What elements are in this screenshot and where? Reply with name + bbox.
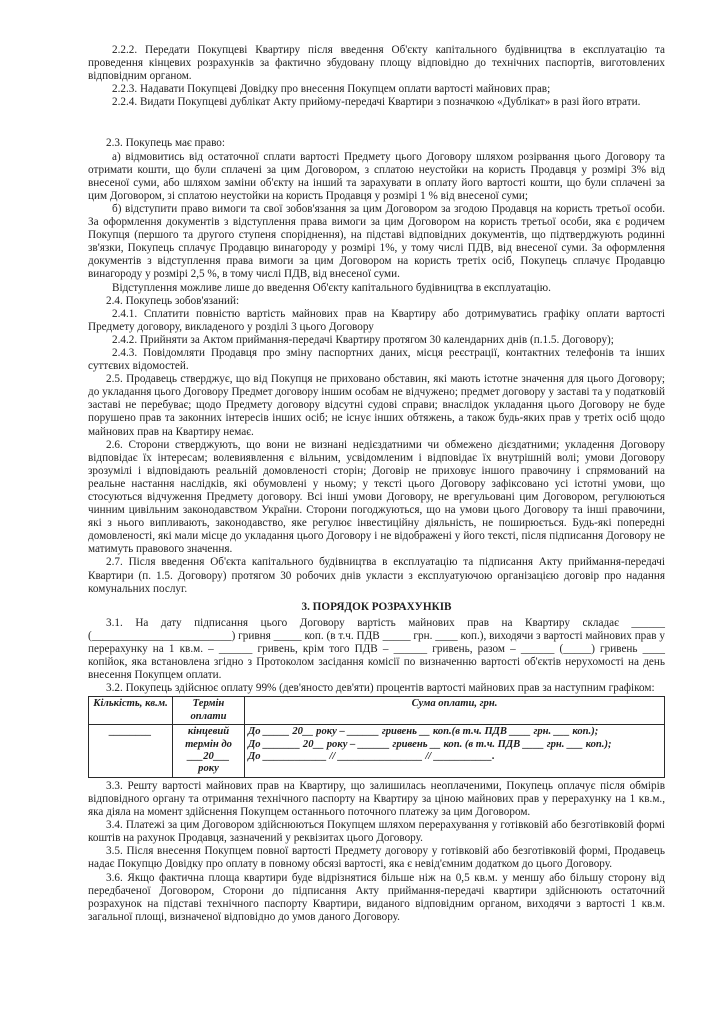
cell-term: кінцевий термін до ___20___ року (173, 725, 245, 778)
clause-3-5: 3.5. Після внесення Покупцем повної вартості Предмету договору у готівковій або безготівковій формі, Продавець надає Покупцю Довідку про оплату в повному обсязі вартості, яка є невід'ємним додатком до цього Договору. (88, 845, 665, 871)
clause-2-2-2: 2.2.2. Передати Покупцеві Квартиру після введення Об'єкту капітального будівництва в експлуатацію та проведення кінцевих розрахунків за фактично збудовану площу відповідно до технічних паспортів, виготовлених відповідним органом. (88, 44, 665, 83)
header-sum: Сума оплати, грн. (245, 697, 665, 725)
clause-3-2: 3.2. Покупець здійснює оплату 99% (дев'яносто дев'яти) процентів вартості майнових прав за наступним графіком: (106, 682, 655, 695)
clause-2-2-4: 2.2.4. Видати Покупцеві дублікат Акту прийому-передачі Квартири з позначкою «Дублікат» в разі його втрати. (112, 96, 641, 109)
table-header-row (89, 697, 665, 725)
clause-2-4-1: 2.4.1. Сплатити повністю вартість майнових прав на Квартиру або дотримуватись графіку оплати вартості Предмету договору, викладеного у розділі 3 цього Договору (88, 307, 665, 333)
clause-2-6: 2.6. Сторони стверджують, що вони не визнані недієздатними чи обмежено дієздатними; укладення Договору відповідає їх інтересам; волевиявлення є вільним, усвідомленим і відповідає їх внутрішній волі; умови Договору зрозумілі і відповідають реальній домовленості сторін; Договір не приховує іншого правочину і спрямований на реальне настання наслідків, які обумовлені у ньому; у тексті цього Договору зафіксовано усі істотні умови, що стосуються відчуження Предмету договору. Всі інші умови Договору, не врегульовані цим Договором, регулюються чинним цивільним законодавством України. Сторони погоджуються, що на умови цього Договору та інші правочини, які з нього випливають, законодавство, яке регулює інвестиційну діяльність, не поширюється. Будь-які попередні домовленості, які мали місце до укладання цього Договору і не відображені у його тексті, після підписання Договору не матимуть правового значення. (88, 438, 665, 556)
clause-2-5: 2.5. Продавець стверджує, що від Покупця не приховано обставин, які мають істотне значення для цього Договору; до укладання цього Договору Предмет договору іншим особам не відчужено; предмет договору у заставі та у податковій заставі не перебуває; щодо Предмету договору відсутні судові справи; внаслідок укладання цього Договору не буде порушено прав та законних інтересів інших осіб; не існує інших обтяжень, а також будь-яких прав у третіх осіб щодо майнових прав на Квартиру немає. (88, 373, 665, 438)
payment-schedule-table (88, 696, 665, 777)
cell-area: ________ (89, 725, 173, 778)
clause-3-4: 3.4. Платежі за цим Договором здійснюються Покупцем шляхом перерахування у готівковій або безготівковій формі коштів на рахунок Продавця, зазначений у реквізитах цього Договору. (88, 819, 665, 845)
clause-2-3: 2.3. Покупець має право: (106, 137, 225, 150)
sum-line-1: До _____ 20__ року – ______ гривень __ коп.(в т.ч. ПДВ ____ грн. ___ коп.); (248, 726, 599, 738)
clause-3-3: 3.3. Решту вартості майнових прав на Квартиру, що залишилась неоплаченими, Покупець оплачує після обмірів відповідного органу та отримання технічного паспорту на Квартиру за ціною майнових прав у перерахунку на 1 кв.м., яка діяла на момент здійснення Покупцем останнього поточного платежу за цим Договором. (88, 779, 665, 819)
clause-2-4: 2.4. Покупець зобов'язаний: (106, 294, 240, 307)
spacer (88, 109, 665, 137)
clause-2-3-a: а) відмовитись від остаточної сплати вартості Предмету цього Договору шляхом розірвання цього Договору та отримати кошти, що були сплачені за цим Договором, з сплатою неустойки на користь Продавця у розмірі 3% від внесеної суми, або шляхом заміни об'єкту на інший та зарахувати в оплату його вартості кошти, що були сплачені за цим Договором, зі сплатою неустойки на користь Продавця у розмірі 1 % від внесеної суми; (88, 150, 665, 202)
header-area: Кількість, кв.м. (89, 697, 173, 725)
clause-2-3-b: б) відступити право вимоги та свої зобов'язання за цим Договором за згодою Продавця на користь третьої особи. За оформлення документів з відступлення права вимоги за цим Договором на користь третьої особи, яка є родичем Покупця (першого та другого ступеня споріднення), на підставі відповідних документів, що підтверджують родинні зв'язки, Покупець сплачує Продавцю винагороду у розмірі 1%, у тому числі ПДВ, від внесеної суми. За оформлення документів з відступлення права вимоги за цим Договором на користь третіх осіб, Покупець сплачує Продавцю винагороду у розмірі 2,5 %, в тому числі ПДВ, від внесеної суми. (88, 202, 665, 281)
sum-line-2: До _______ 20__ року – ______ гривень __ коп. (в т.ч. ПДВ ____ грн. ___ коп.); (248, 738, 612, 750)
clause-2-4-3: 2.4.3. Повідомляти Продавця про зміну паспортних даних, місця реєстрації, контактних телефонів та інших суттєвих відомостей. (88, 346, 665, 373)
table-row (89, 725, 665, 778)
clause-2-3-note: Відступлення можливе лише до введення Об'єкту капітального будівництва в експлуатацію. (112, 281, 551, 294)
sum-line-3: До ____________ // ________________ // ___________. (248, 751, 495, 763)
cell-sum (245, 725, 665, 778)
clause-3-6: 3.6. Якщо фактична площа квартири буде відрізнятися більше ніж на 0,5 кв.м. у меншу або більшу сторону від передбаченої Договором, Сторони до підписання Акту приймання-передачі квартири здійснюють остаточний розрахунок на підставі технічного паспорту Квартири, виданого відповідним органом, виходячи з вартості 1 кв.м. загальної площі, визначеної відповідно до умов даного Договору. (88, 871, 665, 923)
header-term: Термін оплати (173, 697, 245, 725)
section-3-heading: 3. ПОРЯДОК РОЗРАХУНКІВ (301, 600, 452, 613)
clause-2-7: 2.7. Після введення Об'єкта капітального будівництва в експлуатацію та підписання Акту приймання-передачі Квартири (п. 1.5. Договору) протягом 30 робочих днів укласти з експлуатуючою організацією договір про надання комунальних послуг. (88, 556, 665, 595)
clause-3-1: 3.1. На дату підписання цього Договору вартість майнових прав на Квартиру складає ______ (_________________________) гривня _____ коп. (в т.ч. ПДВ _____ грн. ____ коп.), виходячи з вартості майнових прав у перерахунку на 1 кв.м. – ______ гривень, крім того ПДВ – ______ гривень, разом – ______ (_____) гривень ____ копійок, яка встановлена згідно з Протоколом засідання комісії по визначенню вартості об'єктів нерухомості на день внесення Покупцем оплати. (88, 616, 665, 682)
clause-2-4-2: 2.4.2. Прийняти за Актом приймання-передачі Квартиру протягом 30 календарних днів (п.1.5. Договору); (112, 333, 614, 346)
clause-2-2-3: 2.2.3. Надавати Покупцеві Довідку про внесення Покупцем оплати вартості майнових прав; (112, 83, 551, 96)
